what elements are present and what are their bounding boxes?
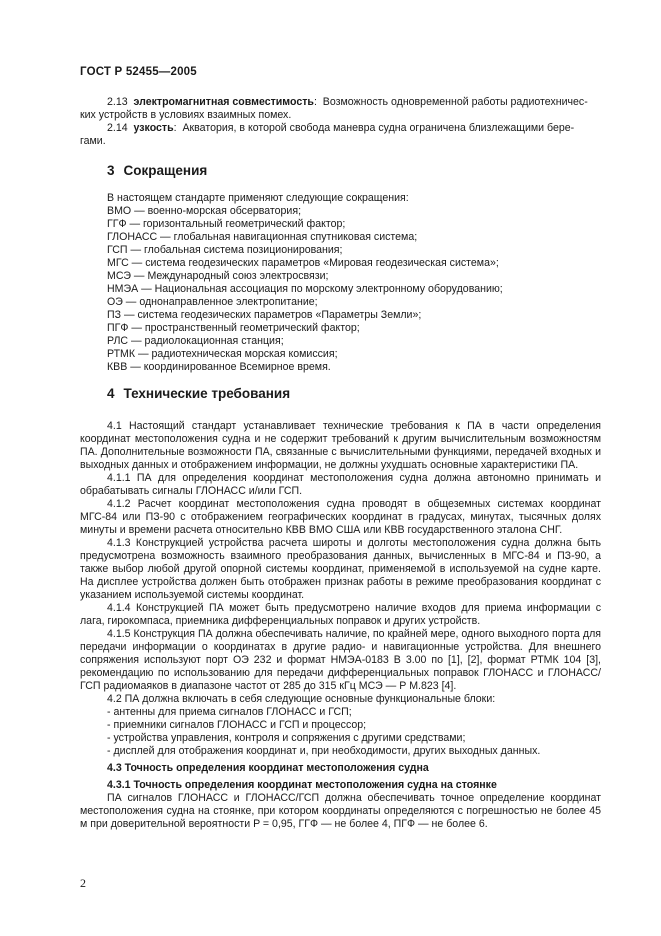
section-number: 3: [107, 163, 115, 178]
list-item: РТМК — радиотехническая морская комиссия;: [107, 348, 338, 360]
paragraph-4-1: 4.1 Настоящий стандарт устанавливает технические требования к ПА в части определения координат местоположения судна и не содержит требований к другим вычислительным возможностям ПА. Дополнительные возможности ПА, связанные с вычислительными функциями, передачей входных и выходных данных и отображением информации, не должны ухудшать основные характеристики ПА.: [80, 420, 601, 471]
paragraph-4-1-5: 4.1.5 Конструкция ПА должна обеспечивать наличие, по крайней мере, одного выходного порта для передачи информации о координатах в другие радио- и навигационные устройства. Для внешнего сопряжения используют порт ОЭ 232 и формат НМЭА-0183 В 3.00 по [1], [2], формат РТМК 104 [3], рекомендацию по использованию для передачи дифференциальных поправок ГЛОНАСС и ГЛОНАСС/ГСП радиомаяков в диапазоне частот от 285 до 315 кГц МСЭ — Р М.823 [4].: [80, 628, 601, 692]
term-name: узкость: [133, 122, 174, 134]
list-item: - устройства управления, контроля и сопряжения с другими средствами;: [107, 732, 466, 744]
document-header: ГОСТ Р 52455—2005: [80, 66, 197, 78]
term-2-14-cont: гами.: [80, 135, 106, 147]
paragraph-4-1-3: 4.1.3 Конструкцией устройства расчета широты и долготы местоположения судна должна быть предусмотрена возможность взаимного преобразования данных, вычисленных в МГС-84 и ПЗ-90, а также выбор любой другой опорной системы координат, применяемой в используемой на судне карте. На дисплее устройства должен быть отображен признак работы в режиме преобразования координат с указанием используемой системы координат.: [80, 537, 601, 601]
list-item: МСЭ — Международный союз электросвязи;: [107, 270, 329, 282]
paragraph-4-1-2: 4.1.2 Расчет координат местоположения судна проводят в общеземных системах координат МГС-84 или ПЗ-90 с отображением географических координат в градусах, минутах, тысячных долях минуты и времени расчета относительно КВВ ВМО США или КВВ государственного эталона СНГ.: [80, 498, 601, 536]
page-number: 2: [80, 876, 86, 890]
list-item: ВМО — военно-морская обсерватория;: [107, 205, 302, 217]
section-3-heading: [80, 164, 601, 177]
list-item: - дисплей для отображения координат и, при необходимости, других выходных данных.: [107, 745, 541, 757]
section-title: Технические требования: [123, 386, 291, 401]
list-item: ГЛОНАСС — глобальная навигационная спутниковая система;: [107, 231, 418, 243]
abbreviations-intro: В настоящем стандарте применяют следующие сокращения:: [107, 192, 409, 204]
list-item: - антенны для приема сигналов ГЛОНАСС и ГСП;: [107, 706, 352, 718]
subsection-4-3-heading: 4.3 Точность определения координат местоположения судна: [107, 762, 429, 774]
term-number: 2.14: [107, 122, 128, 134]
term-2-13-cont: ких устройств в условиях взаимных помех.: [80, 109, 292, 121]
term-definition: Возможность одновременной работы радиотехничес-: [322, 96, 588, 108]
list-item: ПГФ — пространственный геометрический фактор;: [107, 322, 360, 334]
abbreviations-list: [80, 192, 601, 374]
list-item: ОЭ — однонаправленное электропитание;: [107, 296, 318, 308]
list-item: НМЭА — Национальная ассоциация по морскому электронному оборудованию;: [107, 283, 503, 295]
terms-block: [80, 96, 601, 148]
section-4-heading: [80, 387, 601, 400]
paragraph-4-1-4: 4.1.4 Конструкцией ПА может быть предусмотрено наличие входов для приема информации с лага, гирокомпаса, приемника дифференциальных поправок и других устройств.: [80, 602, 601, 627]
subsection-4-3-1-heading: 4.3.1 Точность определения координат местоположения судна на стоянке: [107, 779, 497, 791]
term-2-14: 2.14 узкость: Акватория, в которой свобода маневра судна ограничена близлежащими бере-: [107, 122, 575, 134]
term-number: 2.13: [107, 96, 128, 108]
paragraph-4-2: 4.2 ПА должна включать в себя следующие основные функциональные блоки:: [107, 693, 496, 705]
term-definition: Акватория, в которой свобода маневра судна ограничена близлежащими бере-: [182, 122, 575, 134]
paragraph-4-1-1: 4.1.1 ПА для определения координат местоположения судна должна автономно принимать и обрабатывать сигналы ГЛОНАСС и/или ГСП.: [80, 472, 601, 497]
list-item: - приемники сигналов ГЛОНАСС и ГСП и процессор;: [107, 719, 367, 731]
list-item: ГГФ — горизонтальный геометрический фактор;: [107, 218, 346, 230]
section-4-body: [80, 420, 601, 831]
section-title: Сокращения: [123, 163, 208, 178]
list-item: КВВ — координированное Всемирное время.: [107, 361, 331, 373]
section-number: 4: [107, 386, 115, 401]
list-item: МГС — система геодезических параметров «Мировая геодезическая система»;: [107, 257, 499, 269]
list-item: ГСП — глобальная система позиционирования;: [107, 244, 343, 256]
term-name: электромагнитная совместимость: [133, 96, 314, 108]
paragraph-4-3-1: ПА сигналов ГЛОНАСС и ГЛОНАСС/ГСП должна обеспечивать точное определение координат местоположения судна на стоянке, при котором координаты определяются с погрешностью не более 45 м при доверительной вероятности P = 0,95, ГГФ — не более 4, ПГФ — не более 6.: [80, 792, 601, 830]
term-2-13: 2.13 электромагнитная совместимость: Возможность одновременной работы радиотехничес-: [107, 96, 588, 108]
list-item: ПЗ — система геодезических параметров «Параметры Земли»;: [107, 309, 422, 321]
list-item: РЛС — радиолокационная станция;: [107, 335, 284, 347]
